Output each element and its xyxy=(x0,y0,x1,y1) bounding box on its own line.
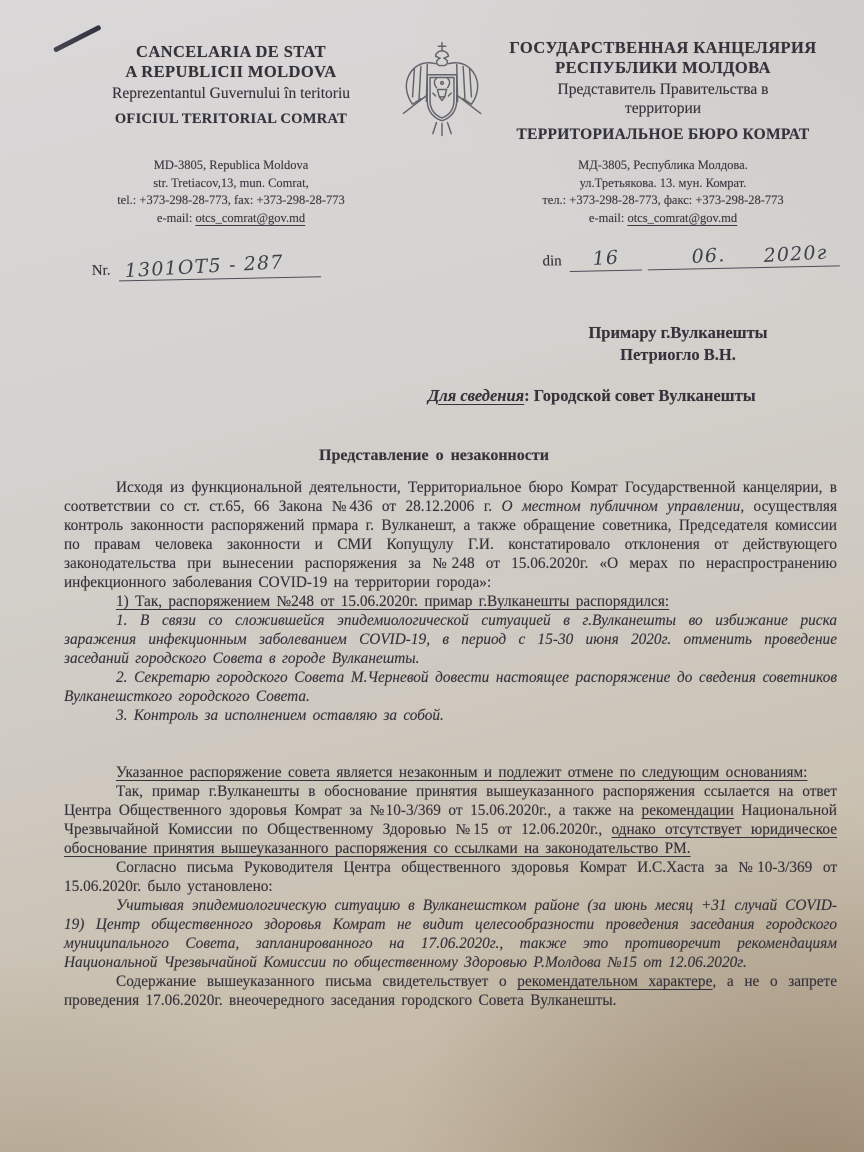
org-name-ro-line1: CANCELARIA DE STAT xyxy=(136,42,326,61)
contact-ru-email-line xyxy=(486,210,840,228)
document-title: Представление о незаконности xyxy=(319,447,549,464)
date-day-handwritten: 16 xyxy=(591,246,620,270)
org-block-ro xyxy=(72,42,390,129)
org-office-ro: OFICIUL TERITORIAL COMRAT xyxy=(114,111,348,128)
fyi-label: Для сведения xyxy=(428,386,525,405)
body-text-run: Исходя из функциональной деятельности, Территориальное бюро Комрат Государственной канцелярии, в соответствии со ст. ст.65, 66 Закона №436 от 28.12.2006 г. xyxy=(64,479,837,515)
contact-ro-line: MD-3805, Republica Moldova xyxy=(153,158,309,172)
org-subtitle-ru-line2: территории xyxy=(624,100,702,118)
org-subtitle-ru-line1: Представитель Правительства в xyxy=(557,81,769,99)
ref-number-group xyxy=(91,253,320,282)
fyi-text: : Городской совет Вулканешты xyxy=(524,386,756,405)
underlined-conclusion: однако отсутствует юридическое обоснование принятия вышеуказанного распоряжения со ссылками на законодательство РМ. xyxy=(64,821,837,857)
nr-label: Nr. xyxy=(91,262,111,280)
org-subtitle-ro: Reprezentantul Guvernului în teritoriu xyxy=(111,85,351,103)
reference-row xyxy=(91,242,839,282)
addressee-line1: Примару г.Вулканешты xyxy=(588,323,768,342)
body-text-run: Так, примар г.Вулканешты в обоснование принятия вышеуказанного распоряжения ссылается на ответ Центра Общественного здоровья Комрат за №10-3/369 от 15.06.2020г., а также на xyxy=(64,783,837,819)
org-name-ro-line2: A REPUBLICII MOLDOVA xyxy=(125,62,337,82)
spacer xyxy=(654,262,692,263)
paragraph-letter-reference: Согласно письма Руководителя Центра общественного здоровья Комрат И.С.Хаста за №10-3/369 от 15.06.2020г. было установлено: xyxy=(64,859,837,895)
body-text-run: , осуществляя контроль законности распоряжений прмара г. Вулканешт, а также обращение советника, Председателя комиссии по правам человека законности и СМИ Копущулу Г.И. констатировало отклонения от действующего законодательства при вынесении распоряжения за №248 от 15.06.2020г. «О мерах по нераспространению инфекционного заболевания COVID-19 на территории города»: xyxy=(64,498,837,591)
ref-number-handwritten: 1301ОТ5 - 287 xyxy=(123,251,285,283)
date-month-year-underline xyxy=(647,242,839,270)
din-label: din xyxy=(542,253,562,270)
body-text-run: Содержание вышеуказанного письма свидетельствует о xyxy=(116,973,518,990)
org-office-ru: ТЕРРИТОРИАЛЬНОЕ БЮРО КОМРАТ xyxy=(516,126,810,144)
email-label: e-mail: xyxy=(156,210,196,225)
contact-ru-line: ул.Третьякова. 13. мун. Комрат. xyxy=(579,175,747,190)
body-text-run: Национальной Чрезвычайной Комиссии по Общественному Здоровью №15 от 12.06.2020г., xyxy=(64,802,837,838)
law-title-italic: О местном публичном управлении xyxy=(501,498,741,515)
date-day-underline xyxy=(569,246,641,272)
paragraph-item-2: 2. Секретарю городского Совета М.Черневой довести настоящее распоряжение до сведения советников Вулканешсткого городского Совета. xyxy=(64,669,837,705)
paragraph-item-1: 1. В связи со сложившейся эпидемиологической ситуацией в г.Вулканешты во избижание риска заражения инфекционным заболеванием COVID-19, в период с 15-30 июня 2020г. отменить проведение заседаний городского Совета в городе Вулканешты. xyxy=(64,612,837,667)
underlined-heading: Указанное распоряжение совета является незаконным и подлежит отмене по следующим основаниям: xyxy=(116,764,808,781)
paragraph-disposition-heading xyxy=(64,592,837,611)
paragraph-grounds xyxy=(64,782,837,858)
paragraph-letter-quote: Учитывая эпидемиологическую ситуацию в Вулканешстком районе (за июнь месяц +31 случай COVID-19) Центр общественного здоровья Комрат не видит целесообразности проведения заседания городского муниципального Совета, запланированного на 17.06.2020г., также это противоречит рекомендациям Национальной Чрезвычайной Комиссии по общественному Здоровью Р.Молдова №15 от 12.06.2020г. xyxy=(64,897,837,971)
email-address-ru: otcs_comrat@gov.md xyxy=(627,210,738,225)
date-month-handwritten: 06. xyxy=(691,244,727,269)
paragraph-item-3: 3. Контроль за исполнением оставляю за собой. xyxy=(116,707,444,724)
org-name-ru-line2: РЕСПУБЛИКИ МОЛДОВА xyxy=(555,58,771,78)
ref-date-group xyxy=(542,242,840,272)
moldova-coat-of-arms-icon xyxy=(396,38,488,152)
underlined-heading: 1) Так, распоряжением №248 от 15.06.2020г. примар г.Вулканешты распорядился: xyxy=(116,593,670,610)
email-label: e-mail: xyxy=(588,210,628,225)
email-address-ro: otcs_comrat@gov.md xyxy=(195,210,306,225)
addressee-line2: Петриогло В.Н. xyxy=(620,345,736,364)
date-year-handwritten: 2020г xyxy=(762,241,828,268)
contact-ro-line: str. Tretiacov,13, mun. Comrat, xyxy=(153,175,309,190)
contact-block-ru xyxy=(486,157,840,227)
paragraph-conclusion xyxy=(64,972,837,1010)
contact-ro-email-line xyxy=(72,210,390,228)
paragraph-intro xyxy=(64,478,837,592)
contact-ro-line: tel.: +373-298-28-773, fax: +373-298-28-773 xyxy=(117,193,345,207)
spacer xyxy=(726,261,764,262)
document-body xyxy=(64,478,837,1010)
addressee-block xyxy=(520,322,836,366)
org-name-ru-line1: ГОСУДАРСТВЕННАЯ КАНЦЕЛЯРИЯ xyxy=(509,38,817,57)
body-text-run: , а не о запрете проведения 17.06.2020г. внеочередного заседания городского Совета Вулканешты. xyxy=(64,973,837,1009)
underlined-phrase: рекомендательном характере xyxy=(517,973,713,990)
paragraph-illegality-heading xyxy=(64,763,837,782)
underlined-word: рекомендации xyxy=(641,802,734,819)
contact-ru-line: тел.: +373-298-28-773, факс: +373-298-28-773 xyxy=(542,193,784,207)
fyi-line xyxy=(428,386,756,406)
contact-block-ro xyxy=(72,157,390,227)
org-block-ru xyxy=(486,38,840,145)
nr-underline xyxy=(118,253,320,281)
contact-ru-line: МД-3805, Республика Молдова. xyxy=(578,158,748,172)
